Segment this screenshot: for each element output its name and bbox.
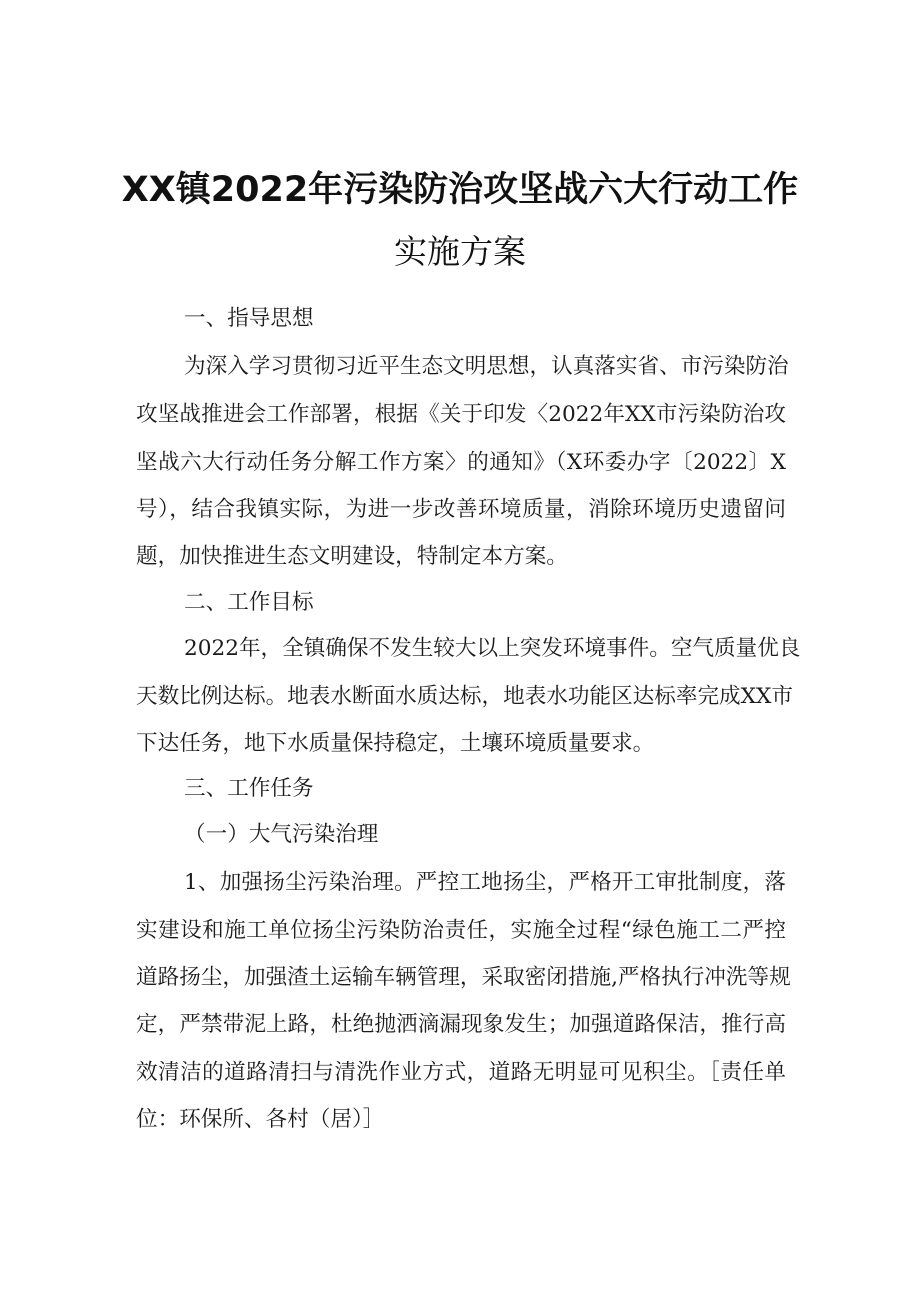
paragraph-line: 1、加强扬尘污染治理。严控工地扬尘，严格开工审批制度，落 (184, 870, 786, 895)
paragraph-line: 坚战六大行动任务分解工作方案〉的通知》（X环委办字〔2022〕X (136, 450, 786, 475)
paragraph-line: 下达任务，地下水质量保持稳定，土壤环境质量要求。 (136, 731, 655, 756)
section-heading-work-tasks: 三、工作任务 (184, 776, 314, 801)
paragraph-line: 效清洁的道路清扫与清洗作业方式，道路无明显可见积尘。［责任单 (136, 1060, 786, 1085)
subsection-heading-air-pollution: （一）大气污染治理 (184, 822, 379, 847)
document-title-line-1: XX镇2022年污染防治攻坚战六大行动工作 (121, 170, 799, 210)
paragraph-line: 道路扬尘，加强渣土运输车辆管理，采取密闭措施,严格执行冲洗等规 (136, 965, 791, 990)
paragraph-line: 实建设和施工单位扬尘污染防治责任，实施全过程“绿色施工二严控 (136, 918, 786, 943)
paragraph-line: 天数比例达标。地表水断面水质达标，地表水功能区达标率完成XX市 (136, 684, 793, 709)
paragraph-line: 攻坚战推进会工作部署，根据《关于印发〈2022年XX市污染防治攻 (136, 402, 786, 427)
document-title-line-2: 实施方案 (394, 232, 526, 271)
paragraph-line: 为深入学习贯彻习近平生态文明思想，认真落实省、市污染防治 (184, 354, 789, 379)
section-heading-guiding-ideology: 一、指导思想 (184, 306, 314, 331)
paragraph-line: 题，加快推进生态文明建设，特制定本方案。 (136, 544, 568, 569)
paragraph-line: 号），结合我镇实际，为进一步改善环境质量，消除环境历史遗留问 (136, 497, 786, 522)
paragraph-line: 位：环保所、各村（居）］ (136, 1107, 385, 1132)
paragraph-line: 定，严禁带泥上路，杜绝抛洒滴漏现象发生；加强道路保洁，推行高 (136, 1012, 786, 1037)
section-heading-work-goals: 二、工作目标 (184, 590, 314, 615)
paragraph-line: 2022年，全镇确保不发生较大以上突发环境事件。空气质量优良 (184, 636, 801, 661)
